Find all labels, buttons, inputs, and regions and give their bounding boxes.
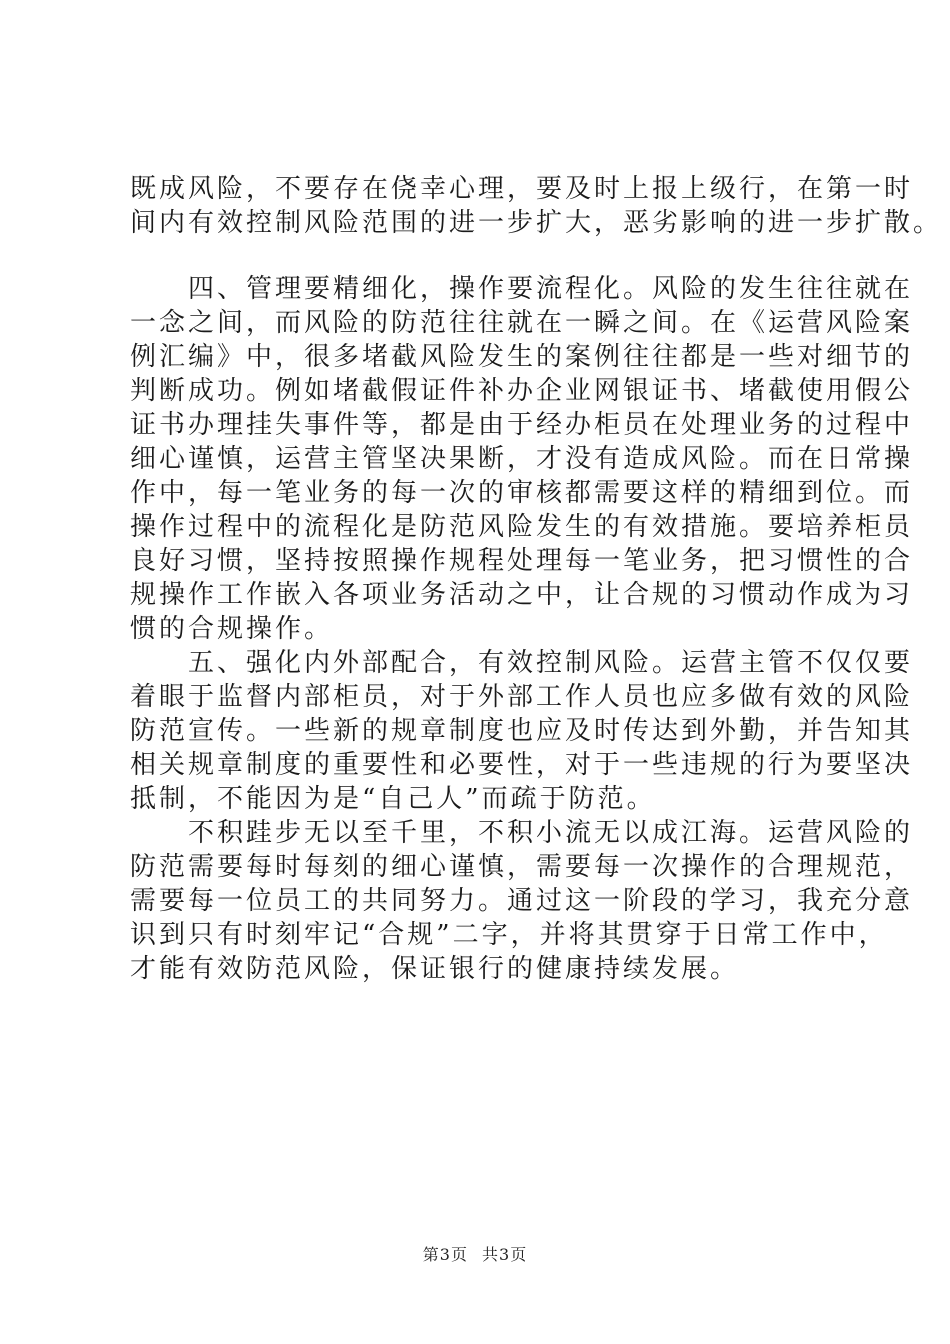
text-line: 不积跬步无以至千里，不积小流无以成江海。运营风险的 xyxy=(130,818,914,848)
text-line: 细心谨慎，运营主管坚决果断，才没有造成风险。而在日常操 xyxy=(130,444,914,474)
text-line: 防范宣传。一些新的规章制度也应及时传达到外勤，并告知其 xyxy=(130,716,914,746)
text-line: 抵制，不能因为是“自己人”而疏于防范。 xyxy=(130,784,656,814)
page-footer xyxy=(0,1244,950,1266)
text-line: 着眼于监督内部柜员，对于外部工作人员也应多做有效的风险 xyxy=(130,682,914,712)
page-number-current: 第3页 xyxy=(422,1245,468,1264)
document-body xyxy=(130,172,943,986)
text-line: 惯的合规操作。 xyxy=(130,614,334,644)
paragraph-continuation xyxy=(130,172,943,240)
text-line: 操作过程中的流程化是防范风险发生的有效措施。要培养柜员 xyxy=(130,512,914,542)
text-line: 一念之间，而风险的防范往往就在一瞬之间。在《运营风险案 xyxy=(130,308,914,338)
text-line: 相关规章制度的重要性和必要性，对于一些违规的行为要坚决 xyxy=(130,750,914,780)
text-line: 才能有效防范风险，保证银行的健康持续发展。 xyxy=(130,954,740,984)
text-line: 四、管理要精细化，操作要流程化。风险的发生往往就在 xyxy=(130,274,914,304)
paragraph-section-five xyxy=(130,646,914,816)
page-number-total: 共3页 xyxy=(482,1245,528,1264)
text-line: 作中，每一笔业务的每一次的审核都需要这样的精细到位。而 xyxy=(130,478,914,508)
text-line: 证书办理挂失事件等，都是由于经办柜员在处理业务的过程中 xyxy=(130,410,914,440)
text-line: 规操作工作嵌入各项业务活动之中，让合规的习惯动作成为习 xyxy=(130,580,914,610)
text-line: 例汇编》中，很多堵截风险发生的案例往往都是一些对细节的 xyxy=(130,342,914,372)
text-line: 需要每一位员工的共同努力。通过这一阶段的学习，我充分意 xyxy=(130,886,914,916)
text-line: 判断成功。例如堵截假证件补办企业网银证书、堵截使用假公 xyxy=(130,376,914,406)
paragraph-section-four xyxy=(130,272,914,646)
text-line: 五、强化内外部配合，有效控制风险。运营主管不仅仅要 xyxy=(130,648,914,678)
text-line: 既成风险，不要存在侥幸心理，要及时上报上级行，在第一时 xyxy=(130,174,914,204)
text-line: 间内有效控制风险范围的进一步扩大，恶劣影响的进一步扩散。 xyxy=(130,208,943,238)
paragraph-conclusion xyxy=(130,816,914,986)
text-line: 防范需要每时每刻的细心谨慎，需要每一次操作的合理规范， xyxy=(130,852,914,882)
text-line: 识到只有时刻牢记“合规”二字，并将其贯穿于日常工作中， xyxy=(130,920,888,950)
text-line: 良好习惯，坚持按照操作规程处理每一笔业务，把习惯性的合 xyxy=(130,546,914,576)
